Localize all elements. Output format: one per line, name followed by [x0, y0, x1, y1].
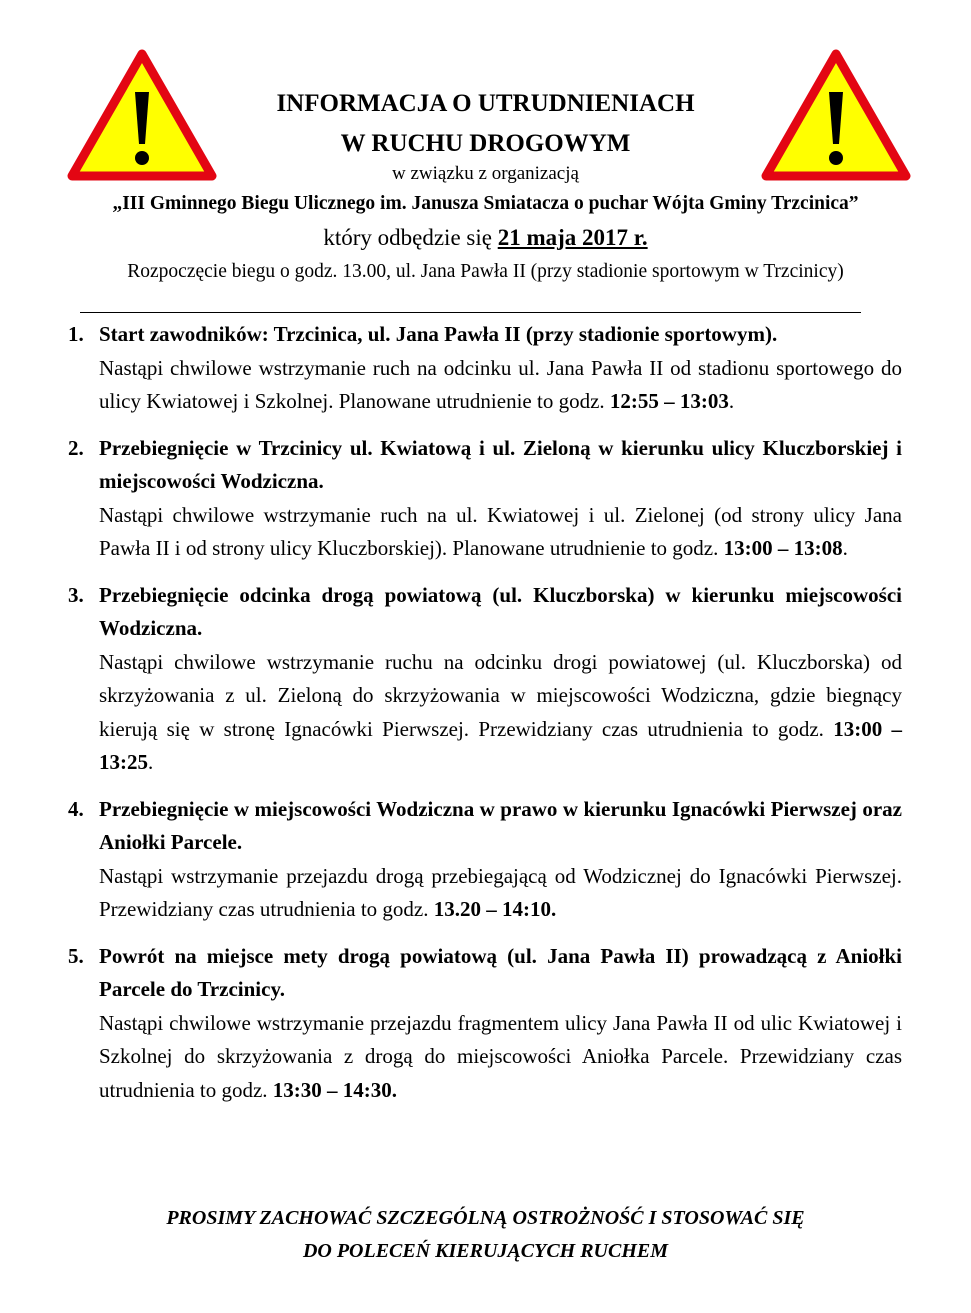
item-number: 3. [68, 582, 84, 607]
item-number: 4. [68, 796, 84, 821]
footer-line-1: PROSIMY ZACHOWAĆ SZCZEGÓLNĄ OSTROŻNOŚĆ I STOSOWAĆ SIĘ [166, 1207, 805, 1229]
title-line-1: INFORMACJA O UTRUDNIENIACH [276, 90, 695, 117]
disruption-list [64, 318, 902, 1107]
title-line-2: W RUCHU DROGOWYM [340, 130, 631, 157]
item-text: Nastąpi wstrzymanie przejazdu drogą przebiegającą od Wodzicznej do Ignacówki Pierwszej. Przewidziany czas utrudnienia to godz. [99, 863, 902, 921]
item-time: 13:00 – 13:25 [99, 716, 902, 774]
item-text: Nastąpi chwilowe wstrzymanie ruch na odcinku ul. Jana Pawła II od stadionu sportowego do ulicy Kwiatowej i Szkolnej. Planowane utrudnienie to godz. [99, 355, 902, 413]
item-heading: Start zawodników: Trzcinica, ul. Jana Pawła II (przy stadionie sportowym). [99, 322, 778, 346]
item-time: 13.20 – 14:10. [433, 897, 557, 921]
item-number: 5. [68, 943, 84, 968]
event-name: „III Gminnego Biegu Ulicznego im. Janusza Smiatacza o puchar Wójta Gminy Trzcinica” [112, 193, 859, 214]
event-date: 21 maja 2017 r. [497, 225, 648, 250]
list-item [64, 432, 902, 566]
item-time: 12:55 – 13:03 [609, 389, 729, 413]
item-end: . [148, 750, 154, 774]
event-date-line [0, 222, 971, 254]
divider [80, 312, 861, 313]
item-heading: Przebiegnięcie odcinka drogą powiatową (ul. Kluczborska) w kierunku miejscowości Wodziczna. [99, 582, 902, 640]
list-item [64, 579, 902, 780]
item-number: 1. [68, 322, 84, 346]
item-description [99, 499, 902, 566]
item-end: . [842, 536, 848, 560]
item-heading: Powrót na miejsce mety drogą powiatową (ul. Jana Pawła II) prowadzącą z Aniołki Parcele do Trzcinicy. [99, 943, 902, 1001]
list-item [64, 940, 902, 1108]
item-number: 2. [68, 435, 84, 460]
item-heading: Przebiegnięcie w miejscowości Wodziczna w prawo w kierunku Ignacówki Pierwszej oraz Aniołki Parcele. [99, 796, 902, 854]
item-time: 13:30 – 14:30. [272, 1077, 398, 1102]
item-description [99, 352, 902, 419]
item-text: Nastąpi chwilowe wstrzymanie ruchu na odcinku drogi powiatowej (ul. Kluczborska) od skrzyżowania z ul. Zieloną do skrzyżowania w miejscowości Wodziczna, gdzie biegnący kierują się w stronę Ignacówki Pierwszej. Przewidziany czas utrudnienia to godz. [99, 649, 902, 741]
item-description [99, 860, 902, 927]
item-description [99, 1007, 902, 1108]
subtitle-line-1: w związku z organizacją [392, 163, 579, 184]
item-time: 13:00 – 13:08 [723, 536, 843, 560]
footer-line-2: DO POLECEŃ KIERUJĄCYCH RUCHEM [302, 1240, 669, 1262]
start-info: Rozpoczęcie biegu o godz. 13.00, ul. Jana Pawła II (przy stadionie sportowym w Trzcinicy) [127, 261, 844, 282]
item-end: . [728, 389, 735, 413]
item-heading: Przebiegnięcie w Trzcinicy ul. Kwiatową i ul. Zieloną w kierunku ulicy Kluczborskiej i miejscowości Wodziczna. [99, 435, 902, 493]
item-text: Nastąpi chwilowe wstrzymanie przejazdu fragmentem ulicy Jana Pawła II od ulic Kwiatowej i Szkolnej do skrzyżowania z drogą do miejscowości Aniołka Parcele. Przewidziany czas utrudnienia to godz. [99, 1010, 902, 1102]
event-date-prefix: który odbędzie się [323, 225, 498, 250]
page-title [0, 84, 971, 164]
footer-warning [0, 1202, 971, 1268]
item-text: Nastąpi chwilowe wstrzymanie ruch na ul. Kwiatowej i ul. Zielonej (od strony ulicy Jana Pawła II i od strony ulicy Kluczborskiej). Planowane utrudnienie to godz. [99, 502, 902, 560]
item-description [99, 646, 902, 780]
list-item [64, 793, 902, 927]
list-item [64, 318, 902, 419]
